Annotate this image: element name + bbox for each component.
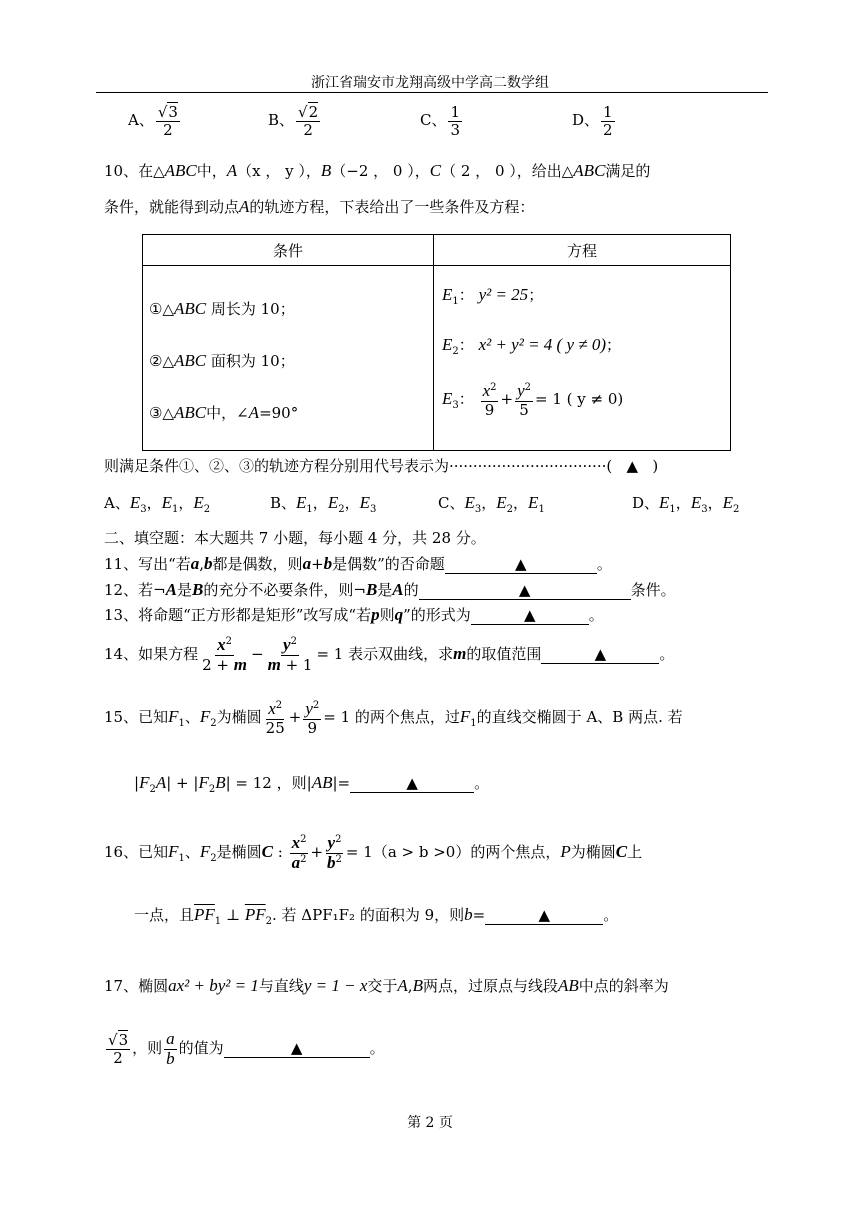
answer-blank-q12[interactable]: ▲ [419,581,631,600]
answer-blank-q11[interactable]: ▲ [445,555,597,574]
condition-2: ②△ABC 面积为 10； [149,351,295,370]
q9-option-c: C、 $\frac{1}{3}$ [420,103,461,139]
q13: 13、将命题“正方形都是矩形”改写成“若p则q”的形式为 ▲ 。 [104,605,604,624]
q17-line1: 17、椭圆ax² + by² = 1与直线y = 1 − x交于A,B两点，过原点与线段AB中点的斜率为 [104,976,669,995]
answer-blank-q15[interactable]: ▲ [350,774,474,793]
q10-option-d: D、$E_1$，$E_3$，$E_2$ [632,493,740,515]
conditions-cell [143,266,434,451]
q15-line2: $|F_2A| + |F_2B| = 12$ ，则|AB|= ▲ 。 [134,773,490,795]
answer-blank-q16[interactable]: ▲ [485,906,603,925]
q9-option-d: D、 $\frac{1}{2}$ [572,103,613,139]
q10-option-c: C、$E_3$，$E_2$，$E_1$ [438,493,545,515]
answer-blank-q13[interactable]: ▲ [471,606,589,625]
col-header-equation: 方程 [434,235,731,266]
condition-3: ③△ABC中，∠A=90° [149,403,299,422]
equation-e1: $E_1$： y² = 25； [442,285,544,307]
answer-triangle: ▲ [626,457,639,475]
section-2-heading: 二、填空题：本大题共 7 小题，每小题 4 分，共 28 分。 [104,529,486,547]
equation-e2: $E_2$： x² + y² = 4 ( y ≠ 0)； [442,335,622,357]
q10-line2: 条件，就能得到动点A的轨迹方程，下表给出了一些条件及方程： [104,197,535,216]
q11: 11、写出“若a,b都是偶数，则a+b是偶数”的否命题 ▲ 。 [104,554,612,573]
col-header-condition: 条件 [143,235,434,266]
answer-blank-q17[interactable]: ▲ [224,1039,370,1058]
header-rule [96,92,768,93]
page-header: 浙江省瑞安市龙翔高级中学高二数学组 [311,75,549,91]
q10-ask: 则满足条件①、②、③的轨迹方程分别用代号表示为·································( ▲ ) [104,457,659,475]
condition-1: ①△ABC 周长为 10； [149,299,295,318]
q9-option-a: A、 $\frac{√3}{2}$ [128,103,178,139]
q10-line1: 10、在△ABC中，A（x ， y ），B（−2 ， 0 ），C（ 2 ， 0 ），给出△ABC满足的 [104,161,651,180]
equation-e3: $E_3$： $\frac{x^2}{9}$ + $\frac{y^2}{5}$ = 1 ( y ≠ 0) [442,381,624,419]
q10-option-b: B、$E_1$，$E_2$，$E_3$ [270,493,377,515]
q16-line2: 一点，且$\overline{PF}_1$ ⊥ $\overline{PF}_2$. 若 ΔPF₁F₂ 的面积为 9，则b= ▲ 。 [134,905,619,927]
q14: 14、如果方程 $\frac{x^2}{2 + m}$ − $\frac{y^2}{m + 1}$ = 1 表示双曲线，求m的取值范围 ▲ 。 [104,635,675,674]
q10-option-a: A、$E_3$，$E_1$，$E_2$ [104,493,211,515]
q9-option-b: B、 $\frac{√2}{2}$ [268,103,319,139]
q17-line2: $\frac{√3}{2}$ ，则 $\frac{a}{b}$ 的值为 ▲ 。 [108,1029,385,1068]
q16-line1: 16、已知$F_1$、$F_2$是椭圆C : $\frac{x^2}{a^2}$ + $\frac{y^2}{b^2}$ = 1（a > b >0）的两个焦点，P为椭圆C上 [104,833,643,872]
equations-cell [434,266,731,451]
condition-table [142,234,731,451]
q15-line1: 15、已知$F_1$、$F_2$为椭圆 $\frac{x^2}{25}$ + $\frac{y^2}{9}$ = 1 的两个焦点，过$F_1$的直线交椭圆于 A、B 两点. 若 [104,699,683,737]
answer-blank-q14[interactable]: ▲ [541,645,659,664]
page-footer: 第 2 页 [407,1115,453,1131]
q12: 12、若¬A是B的充分不必要条件，则¬B是A的 ▲ 条件。 [104,580,676,599]
